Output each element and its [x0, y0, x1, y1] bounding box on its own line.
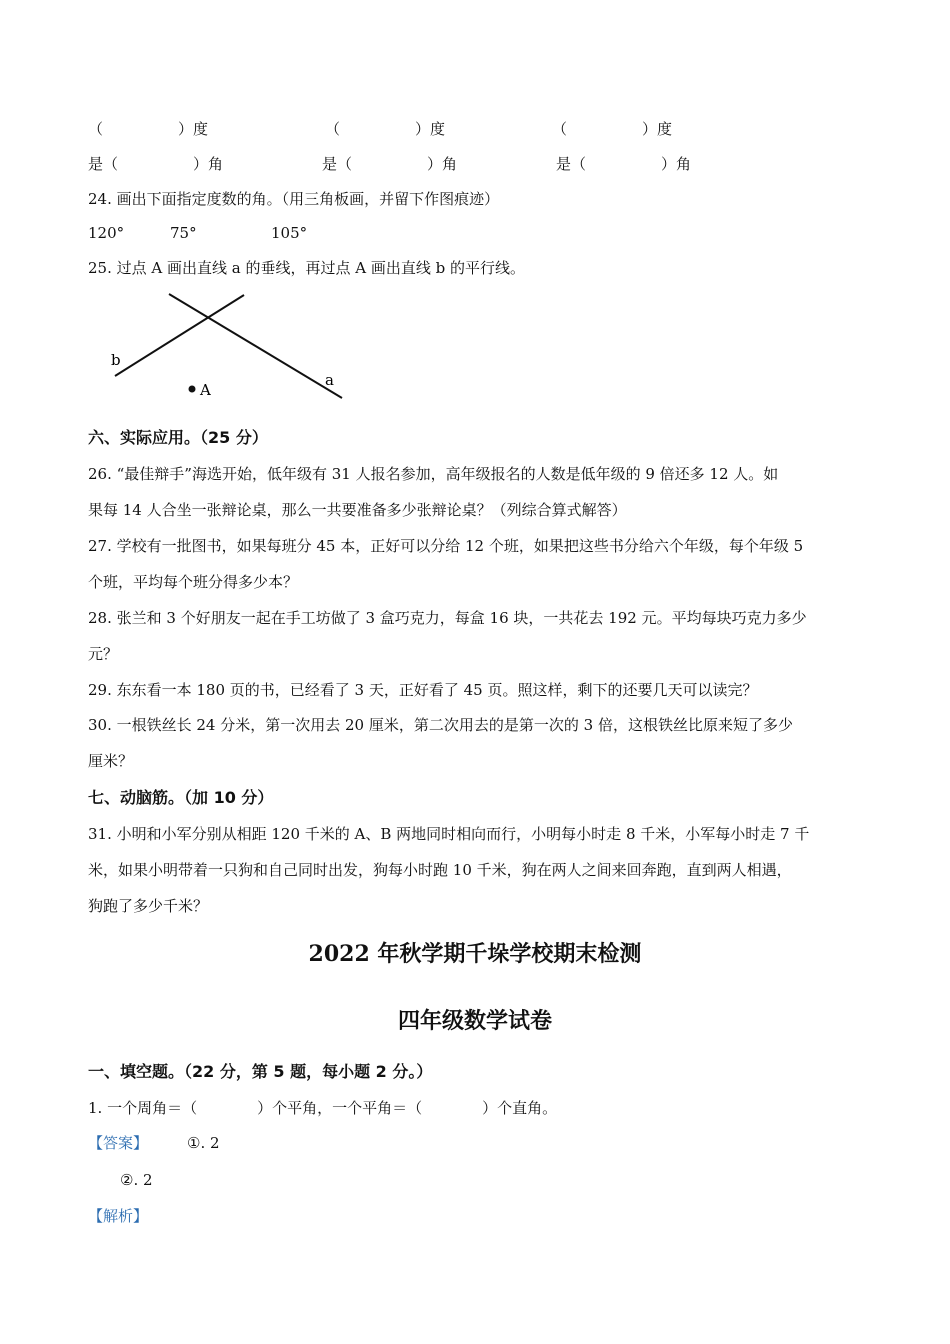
question-26-line1: 26. “最佳辩手”海选开始，低年级有 31 人报名参加，高年级报名的人数是低年级的 9 倍还多 12 人。如	[88, 465, 779, 483]
section-6-heading: 六、实际应用。（25 分）	[88, 428, 268, 447]
question-26-line2: 果每 14 人合坐一张辩论桌，那么一共要准备多少张辩论桌？（列综合算式解答）	[88, 501, 627, 519]
q23-type-1: 是（ ）角	[88, 155, 224, 173]
question-31-line2: 米，如果小明带着一只狗和自己同时出发，狗每小时跑 10 千米，狗在两人之间来回奔跑，直到两人相遇，	[88, 861, 792, 879]
question-28-line1: 28. 张兰和 3 个好朋友一起在手工坊做了 3 盒巧克力，每盒 16 块，一共花去 192 元。平均每块巧克力多少	[88, 609, 807, 627]
line-a	[169, 294, 342, 398]
angle-105: 105°	[271, 224, 308, 242]
point-a-dot	[189, 386, 196, 393]
question-25: 25. 过点 A 画出直线 a 的垂线，再过点 A 画出直线 b 的平行线。	[88, 259, 525, 277]
question-30-line2: 厘米？	[88, 752, 134, 770]
q23-blank-3: （ ）度	[552, 120, 673, 138]
line-b	[115, 295, 244, 376]
angle-75: 75°	[170, 224, 197, 242]
question-29: 29. 东东看一本 180 页的书，已经看了 3 天，正好看了 45 页。照这样，剩下的还要几天可以读完？	[88, 681, 758, 699]
question-27-line1: 27. 学校有一批图书，如果每班分 45 本，正好可以分给 12 个班，如果把这些书分给六个年级，每个年级 5	[88, 537, 804, 555]
question-1: 1. 一个周角＝（ ）个平角，一个平角＝（ ）个直角。	[88, 1099, 558, 1117]
q23-blank-2: （ ）度	[325, 120, 446, 138]
question-27-line2: 个班，平均每个班分得多少本？	[88, 573, 299, 591]
label-b: b	[111, 351, 121, 369]
exam-title: 2022 年秋学期千垛学校期末检测	[308, 941, 642, 967]
question-28-line2: 元？	[88, 645, 119, 663]
answer-tag: 【答案】	[88, 1134, 149, 1152]
question-31-line3: 狗跑了多少千米？	[88, 897, 209, 915]
section-7-heading: 七、动脑筋。（加 10 分）	[88, 788, 274, 807]
label-point-A: A	[200, 381, 211, 399]
question-30-line1: 30. 一根铁丝长 24 分米，第一次用去 20 厘米，第二次用去的是第一次的 3 倍，这根铁丝比原来短了多少	[88, 716, 793, 734]
q23-type-3: 是（ ）角	[556, 155, 692, 173]
lines-diagram	[100, 285, 360, 410]
analysis-tag: 【解析】	[88, 1207, 149, 1225]
q23-blank-1: （ ）度	[88, 120, 209, 138]
exam-subtitle: 四年级数学试卷	[397, 1008, 552, 1034]
answer-2: ②. 2	[120, 1171, 153, 1189]
answer-1: ①. 2	[187, 1134, 220, 1152]
question-24: 24. 画出下面指定度数的角。（用三角板画，并留下作图痕迹）	[88, 190, 500, 208]
section-1-heading: 一、填空题。（22 分，第 5 题，每小题 2 分。）	[88, 1062, 433, 1081]
angle-120: 120°	[88, 224, 125, 242]
question-31-line1: 31. 小明和小军分别从相距 120 千米的 A、B 两地同时相向而行，小明每小时走 8 千米，小军每小时走 7 千	[88, 825, 810, 843]
label-a: a	[325, 371, 334, 389]
q23-type-2: 是（ ）角	[322, 155, 458, 173]
